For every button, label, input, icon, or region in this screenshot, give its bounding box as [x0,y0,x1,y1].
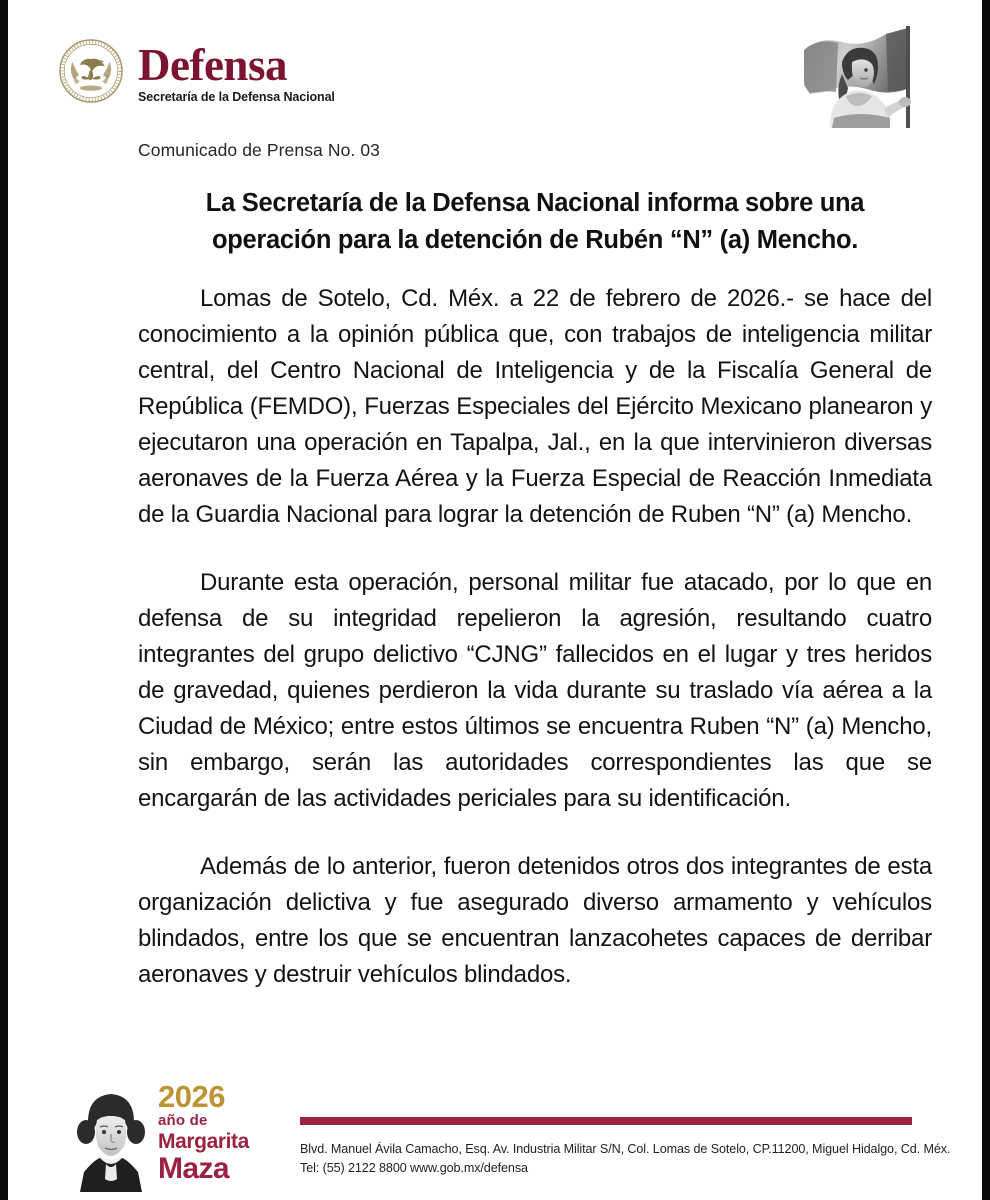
footer-contact-block [300,1117,951,1178]
woman-with-mexican-flag-icon [790,22,934,130]
release-number: Comunicado de Prensa No. 03 [138,140,381,160]
document-footer [8,1068,982,1200]
commemorative-logo [70,1079,249,1192]
document-body [138,140,932,993]
defensa-wordmark: Defensa [138,39,287,90]
margarita-maza-portrait-icon [70,1084,152,1192]
body-paragraph: Lomas de Sotelo, Cd. Méx. a 22 de febrero de 2026.- se hace del conocimiento a la opinión pública que, con trabajos de inteligencia militar central, del Centro Nacional de Inteligencia y de la Fiscalía General de República (FEMDO), Fuerzas Especiales del Ejército Mexicano planearon y ejecutaron una operación en Tapalpa, Jal., en la que intervinieron diversas aeronaves de la Fuerza Aérea y la Fuerza Especial de Reacción Inmediata de la Guardia Nacional para lograr la detención de Ruben “N” (a) Mencho. [138,285,932,528]
body-paragraph: Además de lo anterior, fueron detenidos otros dos integrantes de esta organización delictiva y fue asegurado diverso armamento y vehículos blindados, entre los que se encuentran lanzacohetes capaces de derribar aeronaves y destruir vehículos blindados. [138,853,932,988]
page-title: La Secretaría de la Defensa Nacional informa sobre una operación para la detención de Rubén “N” (a) Mencho. [205,189,865,254]
page-right-edge-bar [982,0,990,1200]
commemorative-prefix: año de [158,1112,208,1129]
page-left-edge-bar [0,0,8,1200]
commemorative-name-first: Margarita [158,1130,249,1153]
commemorative-year: 2026 [158,1079,225,1114]
defensa-brand-lockup [58,38,335,104]
document-header [8,0,982,140]
body-paragraph: Durante esta operación, personal militar fue atacado, por lo que en defensa de su integridad repelieron la agresión, resultando cuatro integrantes del grupo delictivo “CJNG” fallecidos en el lugar y tres heridos de gravedad, quienes perdieron la vida durante su traslado vía aérea a la Ciudad de México; entre estos últimos se encuentra Ruben “N” (a) Mencho, sin embargo, serán las autoridades correspondientes las que se encargarán de las actividades periciales para su identificación. [138,569,932,812]
brand-text-block [138,39,335,105]
commemorative-text [158,1079,249,1192]
footer-address-line: Blvd. Manuel Ávila Camacho, Esq. Av. Industria Militar S/N, Col. Lomas de Sotelo, CP.11200, Miguel Hidalgo, Cd. Méx. [300,1142,951,1156]
mexican-national-seal-icon [58,38,124,104]
footer-divider-rule [300,1117,912,1125]
footer-contact-line: Tel: (55) 2122 8800 www.gob.mx/defensa [300,1161,528,1175]
defensa-subtitle: Secretaría de la Defensa Nacional [138,89,335,104]
document-sheet [8,0,982,1200]
commemorative-name-last: Maza [158,1152,229,1185]
